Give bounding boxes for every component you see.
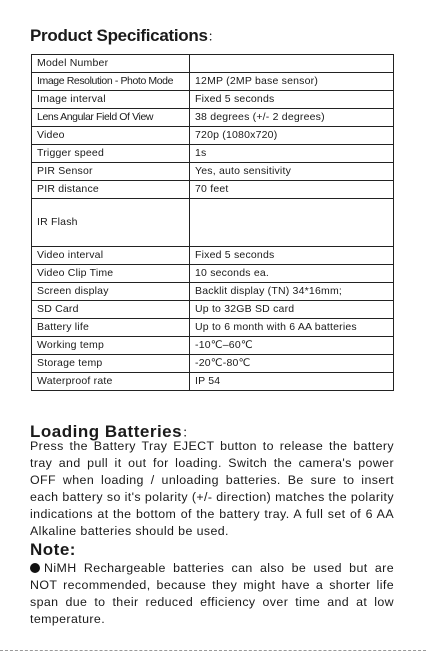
spec-row bbox=[32, 163, 394, 181]
page-title: Product Specifications： bbox=[30, 26, 221, 45]
spec-value bbox=[190, 55, 394, 73]
spec-label: Video interval bbox=[32, 247, 190, 265]
spec-row bbox=[32, 199, 394, 247]
spec-value: 10 seconds ea. bbox=[190, 265, 394, 283]
spec-value: 38 degrees (+/- 2 degrees) bbox=[190, 109, 394, 127]
spec-value: Fixed 5 seconds bbox=[190, 91, 394, 109]
bullet-icon bbox=[30, 563, 40, 573]
spec-row bbox=[32, 109, 394, 127]
spec-row bbox=[32, 319, 394, 337]
spec-row bbox=[32, 73, 394, 91]
spec-row bbox=[32, 181, 394, 199]
spec-row bbox=[32, 91, 394, 109]
spec-value: Backlit display (TN) 34*16mm; bbox=[190, 283, 394, 301]
note-heading: Note: bbox=[30, 540, 76, 559]
spec-label: Lens Angular Field Of View bbox=[32, 109, 190, 127]
spec-row bbox=[32, 301, 394, 319]
spec-value bbox=[190, 199, 394, 247]
spec-value: 720p (1080x720) bbox=[190, 127, 394, 145]
spec-value: Yes, auto sensitivity bbox=[190, 163, 394, 181]
spec-row bbox=[32, 373, 394, 391]
spec-label: Image interval bbox=[32, 91, 190, 109]
spec-row bbox=[32, 283, 394, 301]
spec-value: -10℃–60℃ bbox=[190, 337, 394, 355]
spec-value: IP 54 bbox=[190, 373, 394, 391]
spec-row bbox=[32, 337, 394, 355]
note-text: NiMH Rechargeable batteries can also be used but are NOT recommended, because they might have a shorter life span due to their reduced efficiency over time and at low temperature. bbox=[30, 561, 394, 626]
spec-label: Model Number bbox=[32, 55, 190, 73]
spec-label: Trigger speed bbox=[32, 145, 190, 163]
spec-label: Video bbox=[32, 127, 190, 145]
spec-label: Video Clip Time bbox=[32, 265, 190, 283]
spec-value: 1s bbox=[190, 145, 394, 163]
spec-label: SD Card bbox=[32, 301, 190, 319]
loading-heading: Loading Batteries： bbox=[30, 422, 196, 441]
spec-value: 70 feet bbox=[190, 181, 394, 199]
spec-row bbox=[32, 145, 394, 163]
spec-value: -20℃-80℃ bbox=[190, 355, 394, 373]
spec-label: PIR distance bbox=[32, 181, 190, 199]
spec-row bbox=[32, 247, 394, 265]
spec-row bbox=[32, 355, 394, 373]
spec-row bbox=[32, 265, 394, 283]
spec-label: Screen display bbox=[32, 283, 190, 301]
loading-text: Press the Battery Tray EJECT button to release the battery tray and pull it out for loading. Switch the camera's power OFF when loading / unloading batteries. Be sure to insert each battery so it's polarity (+/- direction) matches the polarity indications at the bottom of the battery tray. A full set of 6 AA Alkaline batteries should be used. bbox=[30, 439, 394, 538]
spec-label: Image Resolution - Photo Mode bbox=[32, 73, 190, 91]
spec-row bbox=[32, 127, 394, 145]
spec-label: PIR Sensor bbox=[32, 163, 190, 181]
spec-value: Up to 32GB SD card bbox=[190, 301, 394, 319]
page-divider bbox=[0, 650, 426, 651]
spec-value: Up to 6 month with 6 AA batteries bbox=[190, 319, 394, 337]
spec-label: Storage temp bbox=[32, 355, 190, 373]
spec-label: Working temp bbox=[32, 337, 190, 355]
spec-label: Waterproof rate bbox=[32, 373, 190, 391]
spec-label: IR Flash bbox=[32, 199, 190, 247]
spec-value: 12MP (2MP base sensor) bbox=[190, 73, 394, 91]
spec-value: Fixed 5 seconds bbox=[190, 247, 394, 265]
spec-table bbox=[31, 54, 394, 391]
spec-row bbox=[32, 55, 394, 73]
spec-label: Battery life bbox=[32, 319, 190, 337]
